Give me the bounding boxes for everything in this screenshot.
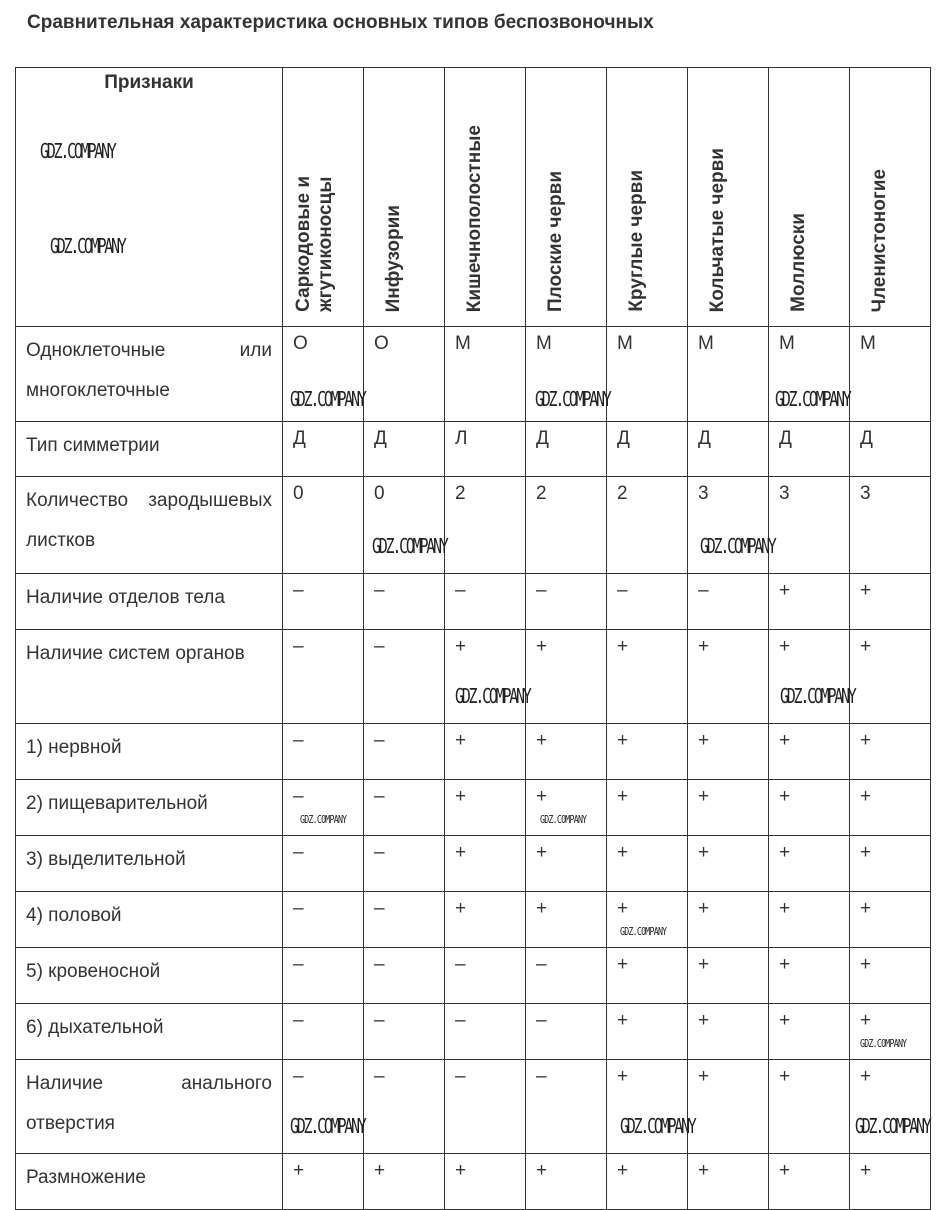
table-cell: + bbox=[526, 1154, 607, 1210]
table-cell: + bbox=[526, 780, 607, 836]
table-cell: + bbox=[850, 574, 931, 630]
table-cell: + bbox=[769, 630, 850, 724]
table-cell: О bbox=[283, 327, 364, 422]
table-cell: + bbox=[607, 1004, 688, 1060]
watermark: GDZ.COMPANY bbox=[372, 534, 447, 558]
table-cell: + bbox=[769, 780, 850, 836]
table-cell: – bbox=[445, 948, 526, 1004]
table-cell: + bbox=[445, 1154, 526, 1210]
table-cell: + bbox=[688, 948, 769, 1004]
table-header-row bbox=[16, 68, 931, 327]
row-label: Количество зародышевых листков bbox=[16, 477, 283, 574]
table-cell: Д bbox=[769, 422, 850, 477]
table-cell: + bbox=[607, 836, 688, 892]
watermark: GDZ.COMPANY bbox=[775, 387, 850, 411]
table-cell: – bbox=[283, 780, 364, 836]
table-cell: О bbox=[364, 327, 445, 422]
table-cell: + bbox=[364, 1154, 445, 1210]
table-row bbox=[16, 948, 931, 1004]
table-cell: + bbox=[769, 574, 850, 630]
header-col: Кишечнополостные bbox=[445, 68, 526, 327]
table-cell: М bbox=[769, 327, 850, 422]
table-cell: – bbox=[283, 948, 364, 1004]
table-cell: – bbox=[283, 892, 364, 948]
watermark: GDZ.COMPANY bbox=[290, 387, 365, 411]
table-cell: Д bbox=[526, 422, 607, 477]
watermark: GDZ.COMPANY bbox=[50, 234, 125, 258]
table-cell: 2 bbox=[607, 477, 688, 574]
table-row bbox=[16, 780, 931, 836]
table-cell: + bbox=[445, 780, 526, 836]
table-cell: + bbox=[850, 1060, 931, 1154]
table-cell: – bbox=[364, 574, 445, 630]
header-col: Моллюски bbox=[769, 68, 850, 327]
table-row bbox=[16, 1060, 931, 1154]
table-cell: – bbox=[364, 1060, 445, 1154]
table-cell: + bbox=[688, 836, 769, 892]
watermark: GDZ.COMPANY bbox=[855, 1114, 930, 1138]
table-cell: + bbox=[688, 1060, 769, 1154]
table-cell: + bbox=[850, 630, 931, 724]
table-cell: + bbox=[607, 724, 688, 780]
table-cell: + bbox=[445, 892, 526, 948]
table-cell: – bbox=[364, 836, 445, 892]
table-row bbox=[16, 836, 931, 892]
table-cell: + bbox=[688, 724, 769, 780]
table-row bbox=[16, 574, 931, 630]
table-cell: – bbox=[283, 1060, 364, 1154]
table-cell: + bbox=[526, 724, 607, 780]
table-cell: Д bbox=[283, 422, 364, 477]
table-cell: + bbox=[688, 630, 769, 724]
table-cell: – bbox=[526, 574, 607, 630]
table-cell: + bbox=[769, 1060, 850, 1154]
table-cell: 2 bbox=[526, 477, 607, 574]
table-cell: + bbox=[850, 836, 931, 892]
table-cell: + bbox=[607, 1060, 688, 1154]
table-cell: + bbox=[688, 1154, 769, 1210]
table-cell: М bbox=[445, 327, 526, 422]
table-cell: 0 bbox=[364, 477, 445, 574]
row-label: Размножение bbox=[16, 1154, 283, 1210]
table-cell: + bbox=[769, 1004, 850, 1060]
table-row bbox=[16, 327, 931, 422]
table-cell: 0 bbox=[283, 477, 364, 574]
table-cell: 3 bbox=[769, 477, 850, 574]
watermark: GDZ.COMPANY bbox=[455, 684, 530, 708]
table-cell: Д bbox=[364, 422, 445, 477]
table-cell: + bbox=[688, 892, 769, 948]
table-cell: – bbox=[445, 574, 526, 630]
table-cell: + bbox=[769, 948, 850, 1004]
watermark: GDZ.COMPANY bbox=[40, 139, 115, 163]
table-cell: – bbox=[526, 948, 607, 1004]
row-label: 5) кровеносной bbox=[16, 948, 283, 1004]
table-cell: + bbox=[688, 1004, 769, 1060]
table-row bbox=[16, 630, 931, 724]
table-cell: + bbox=[607, 1154, 688, 1210]
watermark: GDZ.COMPANY bbox=[620, 1114, 695, 1138]
table-cell: М bbox=[850, 327, 931, 422]
table-cell: – bbox=[445, 1004, 526, 1060]
header-col: Инфузории bbox=[364, 68, 445, 327]
table-cell: М bbox=[607, 327, 688, 422]
table-cell: Д bbox=[607, 422, 688, 477]
row-label: 3) выделительной bbox=[16, 836, 283, 892]
table-cell: + bbox=[607, 630, 688, 724]
watermark: GDZ.COMPANY bbox=[700, 534, 775, 558]
table-cell: – bbox=[364, 780, 445, 836]
table-cell: – bbox=[445, 1060, 526, 1154]
table-cell: 3 bbox=[850, 477, 931, 574]
table-cell: + bbox=[445, 836, 526, 892]
header-col: Кольчатые черви bbox=[688, 68, 769, 327]
table-row bbox=[16, 477, 931, 574]
table-cell: – bbox=[607, 574, 688, 630]
row-label: Наличие систем органов bbox=[16, 630, 283, 724]
table-cell: – bbox=[283, 630, 364, 724]
table-cell: – bbox=[364, 948, 445, 1004]
watermark: GDZ.COMPANY bbox=[300, 813, 347, 826]
table-row bbox=[16, 1004, 931, 1060]
table-cell: + bbox=[769, 892, 850, 948]
table-cell: Л bbox=[445, 422, 526, 477]
table-cell: + bbox=[850, 892, 931, 948]
row-label: 1) нервной bbox=[16, 724, 283, 780]
header-col: Членистоногие bbox=[850, 68, 931, 327]
table-cell: – bbox=[688, 574, 769, 630]
row-label: Тип симметрии bbox=[16, 422, 283, 477]
row-label: Одноклеточные или многоклеточные bbox=[16, 327, 283, 422]
table-cell: + bbox=[445, 724, 526, 780]
table-cell: – bbox=[526, 1060, 607, 1154]
row-label: Наличие анального отверстия bbox=[16, 1060, 283, 1154]
table-row bbox=[16, 724, 931, 780]
watermark: GDZ.COMPANY bbox=[540, 813, 587, 826]
table-cell: 2 bbox=[445, 477, 526, 574]
table-cell: Д bbox=[850, 422, 931, 477]
watermark: GDZ.COMPANY bbox=[780, 684, 855, 708]
table-cell: + bbox=[526, 892, 607, 948]
table-cell: + bbox=[850, 1154, 931, 1210]
table-row bbox=[16, 1154, 931, 1210]
table-cell: + bbox=[769, 836, 850, 892]
table-cell: + bbox=[769, 1154, 850, 1210]
table-cell: 3 bbox=[688, 477, 769, 574]
page-title: Сравнительная характеристика основных типов беспозвоночных bbox=[27, 12, 654, 33]
table-cell: – bbox=[364, 1004, 445, 1060]
row-label: 4) половой bbox=[16, 892, 283, 948]
watermark: GDZ.COMPANY bbox=[860, 1037, 907, 1050]
header-col: Саркодовые и жгутиконосцы bbox=[283, 68, 364, 327]
row-label: 6) дыхательной bbox=[16, 1004, 283, 1060]
table-cell: – bbox=[283, 724, 364, 780]
comparison-table bbox=[15, 67, 931, 1210]
table-row bbox=[16, 422, 931, 477]
table-cell: – bbox=[364, 630, 445, 724]
table-cell: + bbox=[769, 724, 850, 780]
table-cell: – bbox=[283, 1004, 364, 1060]
table-cell: + bbox=[688, 780, 769, 836]
table-cell: + bbox=[283, 1154, 364, 1210]
table-cell: Д bbox=[688, 422, 769, 477]
table-row bbox=[16, 892, 931, 948]
table-cell: – bbox=[364, 724, 445, 780]
row-label: Наличие отделов тела bbox=[16, 574, 283, 630]
header-features: Признаки bbox=[16, 68, 283, 327]
table-cell: + bbox=[850, 724, 931, 780]
table-cell: + bbox=[607, 780, 688, 836]
table-cell: + bbox=[526, 630, 607, 724]
watermark: GDZ.COMPANY bbox=[290, 1114, 365, 1138]
table-cell: + bbox=[445, 630, 526, 724]
table-cell: + bbox=[526, 836, 607, 892]
table-cell: + bbox=[607, 892, 688, 948]
header-col: Плоские черви bbox=[526, 68, 607, 327]
table-cell: – bbox=[526, 1004, 607, 1060]
table-cell: + bbox=[607, 948, 688, 1004]
table-cell: М bbox=[688, 327, 769, 422]
table-cell: – bbox=[364, 892, 445, 948]
table-cell: – bbox=[283, 574, 364, 630]
table-cell: – bbox=[283, 836, 364, 892]
watermark: GDZ.COMPANY bbox=[535, 387, 610, 411]
row-label: 2) пищеварительной bbox=[16, 780, 283, 836]
table-cell: + bbox=[850, 1004, 931, 1060]
header-col: Круглые черви bbox=[607, 68, 688, 327]
table-cell: + bbox=[850, 948, 931, 1004]
watermark: GDZ.COMPANY bbox=[620, 925, 667, 938]
table-cell: + bbox=[850, 780, 931, 836]
table-cell: М bbox=[526, 327, 607, 422]
